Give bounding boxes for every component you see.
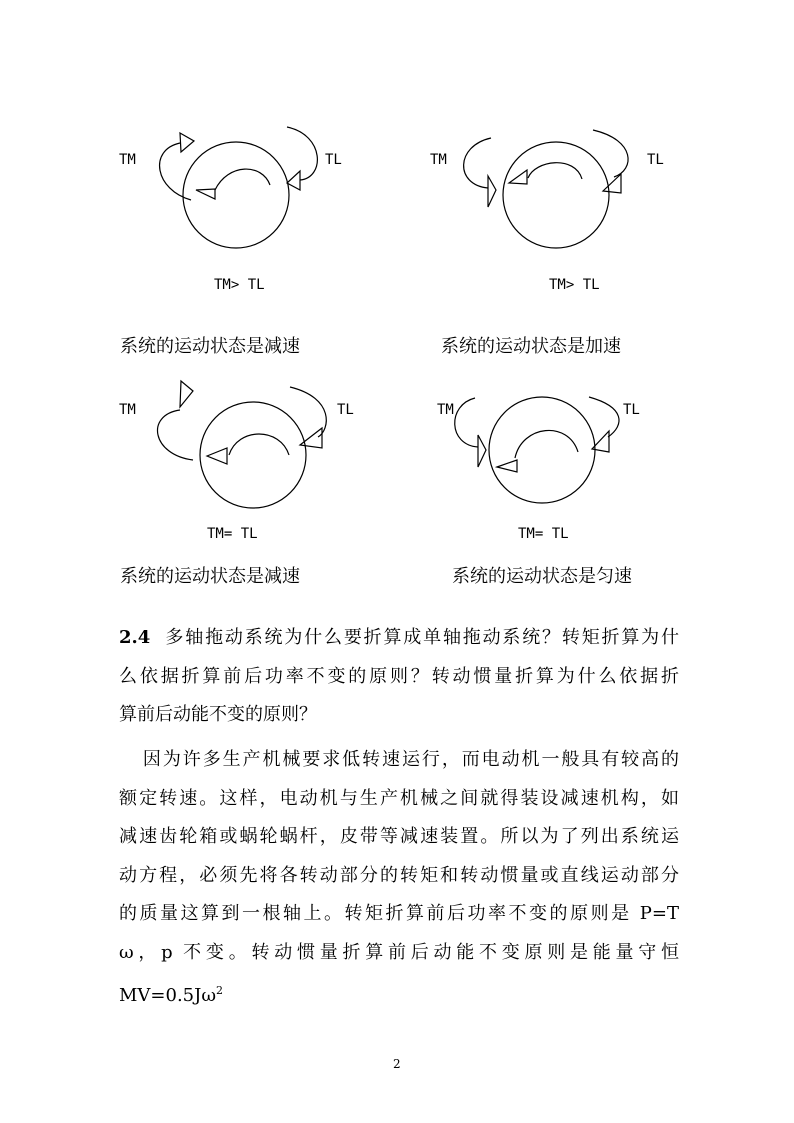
tl-arc	[593, 130, 628, 177]
inner-arrowhead	[207, 448, 227, 464]
answer-line: 额定转速。这样，电动机与生产机械之间就得装设减速机构，如	[119, 787, 679, 809]
tm-label: TM	[119, 152, 136, 168]
tm-arrowhead	[180, 381, 193, 407]
tm-arrowhead	[488, 176, 496, 207]
diagram-caption: 系统的运动状态是匀速	[452, 566, 632, 587]
tl-label: TL	[325, 152, 342, 168]
question-line: 算前后动能不变的原则？	[119, 704, 317, 725]
answer-line: 减速齿轮箱或蜗轮蜗杆，皮带等减速装置。所以为了列出系统运	[119, 826, 679, 847]
tm-arc	[464, 138, 491, 188]
tl-arc	[287, 127, 317, 180]
relation-label: TM= TL	[207, 526, 258, 542]
answer-line	[119, 972, 679, 1011]
page-number: 2	[393, 1057, 401, 1071]
tm-arc	[455, 398, 478, 447]
diagram-4	[455, 397, 619, 503]
tl-label: TL	[623, 402, 640, 418]
inner-arc	[215, 169, 270, 190]
tl-label: TL	[647, 152, 664, 168]
relation-label: TM= TL	[518, 526, 569, 542]
inner-arc	[515, 430, 578, 458]
tm-arrowhead	[180, 133, 194, 152]
tm-arc	[160, 143, 191, 200]
tm-label: TM	[430, 152, 447, 168]
formula: MV=0.5Jω	[119, 985, 217, 1006]
answer-paragraph	[119, 741, 679, 1011]
answer-line: 因为许多生产机械要求低转速运行，而电动机一般具有较高的	[141, 749, 679, 770]
relation-label: TM> TL	[214, 277, 265, 293]
rotor-circle	[200, 402, 306, 508]
inner-arc	[528, 163, 582, 179]
tm-arrowhead	[478, 435, 486, 467]
diagram-caption: 系统的运动状态是减速	[120, 566, 300, 587]
inner-arrowhead	[196, 189, 215, 199]
formula-exponent: 2	[216, 984, 224, 997]
diagram-caption: 系统的运动状态是加速	[441, 336, 621, 357]
inner-arrowhead	[497, 460, 517, 472]
diagram-1	[160, 127, 318, 248]
tm-label: TM	[119, 402, 136, 418]
question-line: 2.4 多轴拖动系统为什么要折算成单轴拖动系统？转矩折算为什	[119, 627, 679, 648]
rotor-circle	[503, 142, 609, 248]
question-number: 2.4	[119, 627, 151, 648]
diagram-2	[464, 130, 628, 248]
tm-arc	[158, 410, 193, 460]
tl-label: TL	[337, 402, 354, 418]
tl-arc	[589, 397, 619, 437]
inner-arrowhead	[509, 170, 527, 184]
diagram-3	[158, 381, 327, 508]
tm-label: TM	[437, 402, 454, 418]
rotor-circle	[183, 142, 289, 248]
relation-label: TM> TL	[549, 277, 600, 293]
rotor-circle	[489, 397, 595, 503]
diagram-caption: 系统的运动状态是减速	[120, 336, 300, 357]
question-line: 么依据折算前后功率不变的原则？转动惯量折算为什么依据折	[119, 665, 679, 687]
answer-line: 动方程，必须先将各转动部分的转矩和转动惯量或直线运动部分	[119, 864, 679, 886]
answer-line: 的质量这算到一根轴上。转矩折算前后功率不变的原则是 P=T	[119, 903, 679, 924]
inner-arc	[229, 434, 289, 455]
question-paragraph	[119, 619, 679, 735]
answer-line: ω，p 不变。转动惯量折算前后动能不变原则是能量守恒	[119, 941, 679, 963]
